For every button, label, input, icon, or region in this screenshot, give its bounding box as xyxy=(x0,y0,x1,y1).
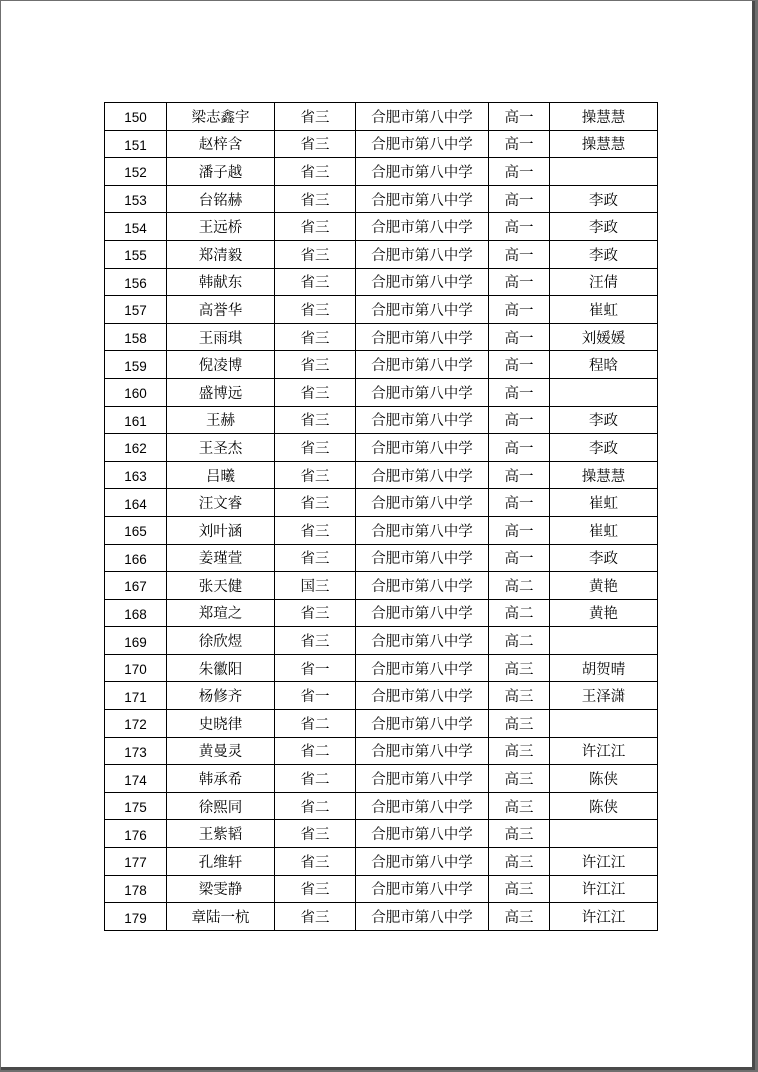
table-row xyxy=(105,158,658,186)
grade-cell: 高一 xyxy=(489,461,550,489)
row-number-cell: 164 xyxy=(105,489,167,517)
award-level-cell: 省三 xyxy=(275,903,356,931)
row-number-cell: 176 xyxy=(105,820,167,848)
coach-name-cell: 黄艳 xyxy=(550,572,658,600)
row-number-cell: 161 xyxy=(105,406,167,434)
coach-name-cell: 崔虹 xyxy=(550,489,658,517)
coach-name-cell: 王泽潇 xyxy=(550,682,658,710)
grade-cell: 高一 xyxy=(489,296,550,324)
coach-name-cell: 许江江 xyxy=(550,875,658,903)
grade-cell: 高三 xyxy=(489,903,550,931)
student-name-cell: 倪凌博 xyxy=(167,351,275,379)
row-number-cell: 158 xyxy=(105,323,167,351)
row-number-cell: 159 xyxy=(105,351,167,379)
school-name-cell: 合肥市第八中学 xyxy=(356,572,489,600)
grade-cell: 高二 xyxy=(489,627,550,655)
school-name-cell: 合肥市第八中学 xyxy=(356,627,489,655)
school-name-cell: 合肥市第八中学 xyxy=(356,240,489,268)
grade-cell: 高三 xyxy=(489,848,550,876)
grade-cell: 高三 xyxy=(489,820,550,848)
award-roster-table xyxy=(104,102,658,931)
row-number-cell: 174 xyxy=(105,765,167,793)
coach-name-cell: 李政 xyxy=(550,434,658,462)
award-level-cell: 省三 xyxy=(275,599,356,627)
award-level-cell: 省三 xyxy=(275,268,356,296)
award-level-cell: 省三 xyxy=(275,544,356,572)
grade-cell: 高三 xyxy=(489,654,550,682)
table-row xyxy=(105,792,658,820)
grade-cell: 高一 xyxy=(489,406,550,434)
student-name-cell: 赵梓含 xyxy=(167,130,275,158)
coach-name-cell: 李政 xyxy=(550,185,658,213)
award-level-cell: 省三 xyxy=(275,351,356,379)
table-row xyxy=(105,599,658,627)
grade-cell: 高三 xyxy=(489,875,550,903)
table-row xyxy=(105,875,658,903)
award-level-cell: 省二 xyxy=(275,765,356,793)
school-name-cell: 合肥市第八中学 xyxy=(356,130,489,158)
coach-name-cell: 胡贺晴 xyxy=(550,654,658,682)
award-level-cell: 省三 xyxy=(275,820,356,848)
table-row xyxy=(105,268,658,296)
grade-cell: 高一 xyxy=(489,489,550,517)
coach-name-cell: 陈侠 xyxy=(550,792,658,820)
school-name-cell: 合肥市第八中学 xyxy=(356,489,489,517)
award-level-cell: 省三 xyxy=(275,240,356,268)
student-name-cell: 郑清毅 xyxy=(167,240,275,268)
grade-cell: 高一 xyxy=(489,434,550,462)
coach-name-cell xyxy=(550,627,658,655)
row-number-cell: 163 xyxy=(105,461,167,489)
row-number-cell: 157 xyxy=(105,296,167,324)
award-level-cell: 省三 xyxy=(275,130,356,158)
coach-name-cell: 李政 xyxy=(550,406,658,434)
school-name-cell: 合肥市第八中学 xyxy=(356,103,489,131)
table-row xyxy=(105,627,658,655)
table-row xyxy=(105,544,658,572)
document-page xyxy=(1,1,755,1070)
award-level-cell: 省二 xyxy=(275,710,356,738)
coach-name-cell: 操慧慧 xyxy=(550,461,658,489)
coach-name-cell: 刘媛媛 xyxy=(550,323,658,351)
student-name-cell: 姜瑾萱 xyxy=(167,544,275,572)
coach-name-cell xyxy=(550,710,658,738)
table-row xyxy=(105,572,658,600)
award-level-cell: 省三 xyxy=(275,213,356,241)
student-name-cell: 吕曦 xyxy=(167,461,275,489)
school-name-cell: 合肥市第八中学 xyxy=(356,875,489,903)
award-level-cell: 省一 xyxy=(275,682,356,710)
table-row xyxy=(105,461,658,489)
school-name-cell: 合肥市第八中学 xyxy=(356,737,489,765)
student-name-cell: 朱徽阳 xyxy=(167,654,275,682)
coach-name-cell: 李政 xyxy=(550,240,658,268)
school-name-cell: 合肥市第八中学 xyxy=(356,461,489,489)
grade-cell: 高一 xyxy=(489,240,550,268)
school-name-cell: 合肥市第八中学 xyxy=(356,185,489,213)
coach-name-cell: 李政 xyxy=(550,544,658,572)
grade-cell: 高一 xyxy=(489,351,550,379)
row-number-cell: 153 xyxy=(105,185,167,213)
award-level-cell: 省二 xyxy=(275,792,356,820)
award-level-cell: 省三 xyxy=(275,461,356,489)
row-number-cell: 177 xyxy=(105,848,167,876)
grade-cell: 高二 xyxy=(489,572,550,600)
school-name-cell: 合肥市第八中学 xyxy=(356,820,489,848)
table-row xyxy=(105,185,658,213)
grade-cell: 高一 xyxy=(489,378,550,406)
row-number-cell: 151 xyxy=(105,130,167,158)
coach-name-cell: 李政 xyxy=(550,213,658,241)
student-name-cell: 徐熙同 xyxy=(167,792,275,820)
table-row xyxy=(105,240,658,268)
school-name-cell: 合肥市第八中学 xyxy=(356,682,489,710)
table-row xyxy=(105,103,658,131)
student-name-cell: 梁雯静 xyxy=(167,875,275,903)
coach-name-cell: 汪倩 xyxy=(550,268,658,296)
award-level-cell: 省三 xyxy=(275,103,356,131)
grade-cell: 高一 xyxy=(489,185,550,213)
award-level-cell: 省三 xyxy=(275,848,356,876)
table-row xyxy=(105,213,658,241)
table-row xyxy=(105,820,658,848)
table-row xyxy=(105,848,658,876)
table-row xyxy=(105,296,658,324)
school-name-cell: 合肥市第八中学 xyxy=(356,516,489,544)
student-name-cell: 王赫 xyxy=(167,406,275,434)
award-level-cell: 省三 xyxy=(275,296,356,324)
school-name-cell: 合肥市第八中学 xyxy=(356,599,489,627)
award-level-cell: 省三 xyxy=(275,489,356,517)
row-number-cell: 165 xyxy=(105,516,167,544)
row-number-cell: 172 xyxy=(105,710,167,738)
grade-cell: 高三 xyxy=(489,765,550,793)
table-row xyxy=(105,737,658,765)
row-number-cell: 167 xyxy=(105,572,167,600)
roster-body xyxy=(105,103,658,931)
student-name-cell: 王雨琪 xyxy=(167,323,275,351)
coach-name-cell: 崔虹 xyxy=(550,296,658,324)
table-row xyxy=(105,654,658,682)
award-level-cell: 省三 xyxy=(275,406,356,434)
school-name-cell: 合肥市第八中学 xyxy=(356,268,489,296)
school-name-cell: 合肥市第八中学 xyxy=(356,406,489,434)
table-row xyxy=(105,489,658,517)
student-name-cell: 刘叶涵 xyxy=(167,516,275,544)
school-name-cell: 合肥市第八中学 xyxy=(356,792,489,820)
student-name-cell: 王圣杰 xyxy=(167,434,275,462)
coach-name-cell xyxy=(550,158,658,186)
row-number-cell: 169 xyxy=(105,627,167,655)
student-name-cell: 史晓律 xyxy=(167,710,275,738)
award-level-cell: 省三 xyxy=(275,627,356,655)
student-name-cell: 汪文睿 xyxy=(167,489,275,517)
coach-name-cell: 许江江 xyxy=(550,737,658,765)
student-name-cell: 梁志鑫宇 xyxy=(167,103,275,131)
student-name-cell: 韩承希 xyxy=(167,765,275,793)
student-name-cell: 台铭赫 xyxy=(167,185,275,213)
school-name-cell: 合肥市第八中学 xyxy=(356,323,489,351)
award-level-cell: 省三 xyxy=(275,158,356,186)
school-name-cell: 合肥市第八中学 xyxy=(356,654,489,682)
student-name-cell: 郑瑄之 xyxy=(167,599,275,627)
coach-name-cell xyxy=(550,820,658,848)
grade-cell: 高一 xyxy=(489,213,550,241)
table-row xyxy=(105,130,658,158)
coach-name-cell: 程晗 xyxy=(550,351,658,379)
table-row xyxy=(105,516,658,544)
grade-cell: 高一 xyxy=(489,268,550,296)
student-name-cell: 徐欣煜 xyxy=(167,627,275,655)
row-number-cell: 175 xyxy=(105,792,167,820)
coach-name-cell: 黄艳 xyxy=(550,599,658,627)
award-level-cell: 省一 xyxy=(275,654,356,682)
coach-name-cell: 陈侠 xyxy=(550,765,658,793)
coach-name-cell xyxy=(550,378,658,406)
table-row xyxy=(105,710,658,738)
award-level-cell: 省三 xyxy=(275,323,356,351)
award-level-cell: 省三 xyxy=(275,378,356,406)
student-name-cell: 孔维轩 xyxy=(167,848,275,876)
award-level-cell: 省二 xyxy=(275,737,356,765)
school-name-cell: 合肥市第八中学 xyxy=(356,903,489,931)
table-row xyxy=(105,406,658,434)
row-number-cell: 160 xyxy=(105,378,167,406)
row-number-cell: 156 xyxy=(105,268,167,296)
grade-cell: 高二 xyxy=(489,599,550,627)
student-name-cell: 潘子越 xyxy=(167,158,275,186)
grade-cell: 高三 xyxy=(489,737,550,765)
table-row xyxy=(105,682,658,710)
table-row xyxy=(105,323,658,351)
row-number-cell: 162 xyxy=(105,434,167,462)
row-number-cell: 170 xyxy=(105,654,167,682)
school-name-cell: 合肥市第八中学 xyxy=(356,848,489,876)
award-level-cell: 省三 xyxy=(275,185,356,213)
grade-cell: 高一 xyxy=(489,516,550,544)
school-name-cell: 合肥市第八中学 xyxy=(356,296,489,324)
grade-cell: 高一 xyxy=(489,544,550,572)
student-name-cell: 韩献东 xyxy=(167,268,275,296)
student-name-cell: 王远桥 xyxy=(167,213,275,241)
school-name-cell: 合肥市第八中学 xyxy=(356,158,489,186)
table-row xyxy=(105,434,658,462)
row-number-cell: 155 xyxy=(105,240,167,268)
row-number-cell: 152 xyxy=(105,158,167,186)
table-row xyxy=(105,765,658,793)
grade-cell: 高三 xyxy=(489,710,550,738)
award-level-cell: 省三 xyxy=(275,434,356,462)
school-name-cell: 合肥市第八中学 xyxy=(356,765,489,793)
grade-cell: 高三 xyxy=(489,792,550,820)
award-level-cell: 省三 xyxy=(275,516,356,544)
student-name-cell: 高誉华 xyxy=(167,296,275,324)
table-row xyxy=(105,378,658,406)
grade-cell: 高一 xyxy=(489,323,550,351)
grade-cell: 高一 xyxy=(489,158,550,186)
school-name-cell: 合肥市第八中学 xyxy=(356,434,489,462)
row-number-cell: 179 xyxy=(105,903,167,931)
row-number-cell: 178 xyxy=(105,875,167,903)
coach-name-cell: 许江江 xyxy=(550,848,658,876)
grade-cell: 高三 xyxy=(489,682,550,710)
student-name-cell: 张天健 xyxy=(167,572,275,600)
school-name-cell: 合肥市第八中学 xyxy=(356,710,489,738)
school-name-cell: 合肥市第八中学 xyxy=(356,544,489,572)
row-number-cell: 171 xyxy=(105,682,167,710)
award-level-cell: 省三 xyxy=(275,875,356,903)
grade-cell: 高一 xyxy=(489,103,550,131)
row-number-cell: 154 xyxy=(105,213,167,241)
row-number-cell: 166 xyxy=(105,544,167,572)
student-name-cell: 杨修齐 xyxy=(167,682,275,710)
school-name-cell: 合肥市第八中学 xyxy=(356,351,489,379)
table-row xyxy=(105,903,658,931)
coach-name-cell: 许江江 xyxy=(550,903,658,931)
coach-name-cell: 操慧慧 xyxy=(550,103,658,131)
student-name-cell: 章陆一杭 xyxy=(167,903,275,931)
grade-cell: 高一 xyxy=(489,130,550,158)
student-name-cell: 王紫韬 xyxy=(167,820,275,848)
school-name-cell: 合肥市第八中学 xyxy=(356,378,489,406)
row-number-cell: 168 xyxy=(105,599,167,627)
coach-name-cell: 崔虹 xyxy=(550,516,658,544)
student-name-cell: 盛博远 xyxy=(167,378,275,406)
award-level-cell: 国三 xyxy=(275,572,356,600)
student-name-cell: 黄曼灵 xyxy=(167,737,275,765)
row-number-cell: 150 xyxy=(105,103,167,131)
school-name-cell: 合肥市第八中学 xyxy=(356,213,489,241)
table-row xyxy=(105,351,658,379)
coach-name-cell: 操慧慧 xyxy=(550,130,658,158)
row-number-cell: 173 xyxy=(105,737,167,765)
